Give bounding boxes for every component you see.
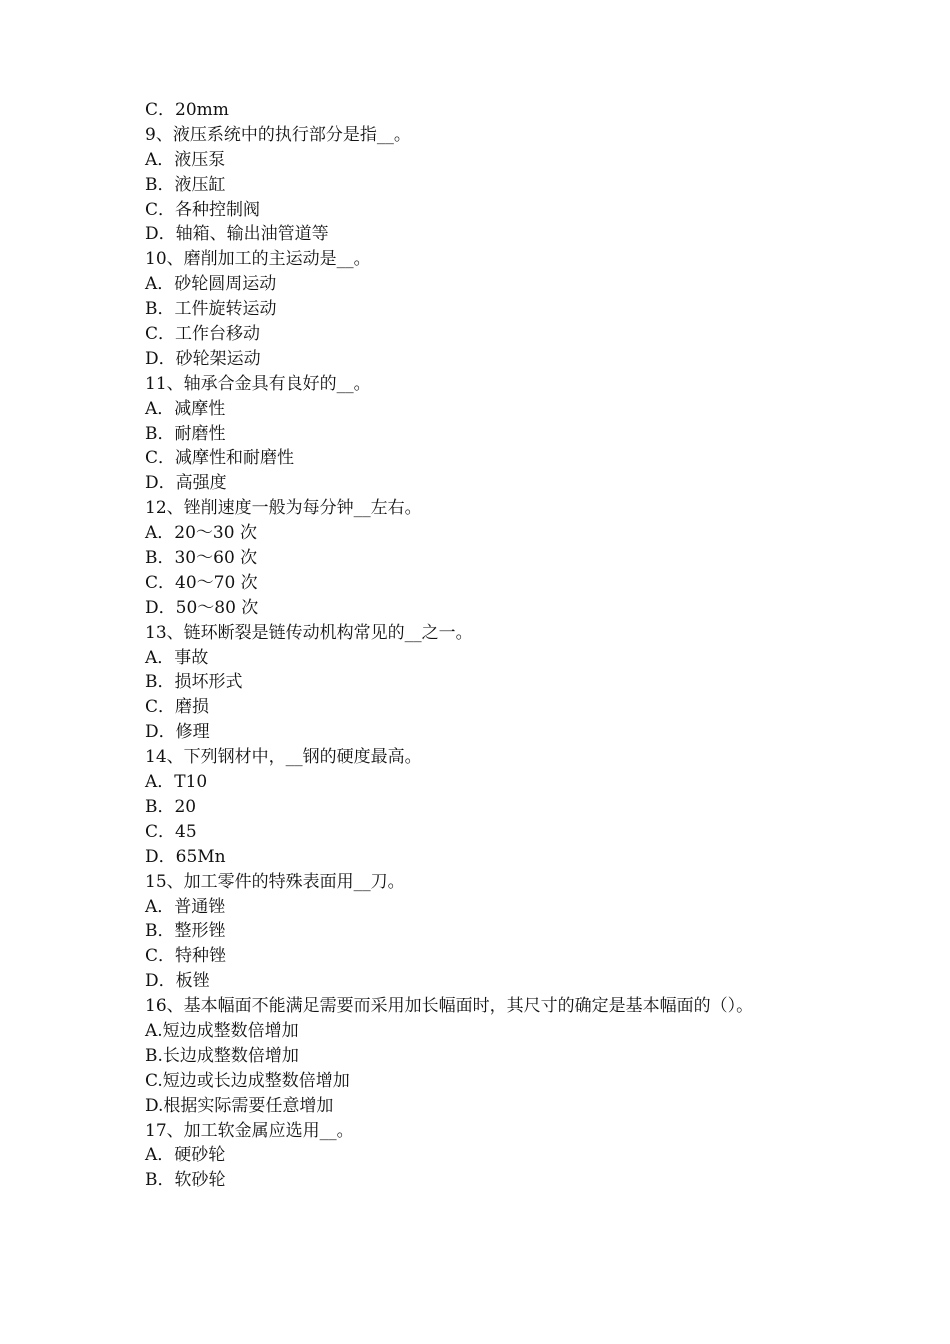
- question-17: 17、加工软金属应选用__。: [145, 1120, 354, 1141]
- option-line: A．砂轮圆周运动: [145, 274, 277, 295]
- option-line: B．工件旋转运动: [145, 299, 277, 320]
- option-line: A．T10: [145, 772, 208, 793]
- question-13: 13、链环断裂是链传动机构常见的__之一。: [145, 622, 473, 643]
- question-10: 10、磨削加工的主运动是__。: [145, 249, 371, 270]
- option-line: D．砂轮架运动: [145, 348, 261, 369]
- option-line: B．液压缸: [145, 174, 226, 195]
- option-line: A.短边成整数倍增加: [145, 1020, 299, 1041]
- option-line: A．液压泵: [145, 149, 226, 170]
- question-12: 12、锉削速度一般为每分钟__左右。: [145, 498, 422, 519]
- option-line: D．板锉: [145, 971, 210, 992]
- question-9: 9、液压系统中的执行部分是指__。: [145, 124, 411, 145]
- option-line: A．20～30 次: [145, 523, 257, 544]
- option-line: B．30～60 次: [145, 548, 258, 569]
- question-15: 15、加工零件的特殊表面用__刀。: [145, 871, 405, 892]
- option-line: C．20mm: [145, 100, 229, 120]
- question-11: 11、轴承合金具有良好的__。: [145, 373, 371, 394]
- option-line: C．减摩性和耐磨性: [145, 448, 295, 469]
- option-line: A．普通锉: [145, 896, 226, 917]
- option-line: B．损坏形式: [145, 672, 243, 693]
- option-line: A．硬砂轮: [145, 1145, 226, 1166]
- option-line: B．整形锉: [145, 921, 226, 942]
- option-line: B．软砂轮: [145, 1170, 226, 1191]
- option-line: D．65Mn: [145, 846, 226, 867]
- question-14: 14、下列钢材中，__钢的硬度最高。: [145, 747, 422, 768]
- option-line: B.长边成整数倍增加: [145, 1045, 299, 1066]
- option-line: B．耐磨性: [145, 423, 226, 444]
- option-line: A．事故: [145, 647, 209, 668]
- option-line: D．轴箱、输出油管道等: [145, 224, 329, 245]
- question-16: 16、基本幅面不能满足需要而采用加长幅面时，其尺寸的确定是基本幅面的（）。: [145, 996, 754, 1017]
- option-line: D．修理: [145, 722, 210, 743]
- option-line: C.短边或长边成整数倍增加: [145, 1070, 350, 1091]
- option-line: C．40～70 次: [145, 572, 258, 593]
- option-line: D．高强度: [145, 473, 227, 494]
- option-line: D．50～80 次: [145, 597, 259, 618]
- option-line: A．减摩性: [145, 398, 226, 419]
- option-line: C．45: [145, 821, 197, 842]
- option-line: C．磨损: [145, 697, 210, 718]
- question-list: [145, 98, 845, 1193]
- option-line: C．特种锉: [145, 946, 227, 967]
- option-line: B．20: [145, 796, 197, 817]
- option-line: C．各种控制阀: [145, 199, 261, 220]
- option-line: D.根据实际需要任意增加: [145, 1095, 334, 1116]
- option-line: C．工作台移动: [145, 324, 261, 345]
